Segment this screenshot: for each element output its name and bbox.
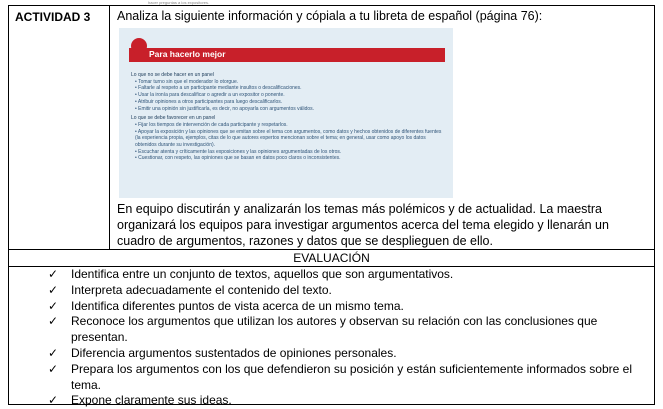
image-section1-heading: Lo que no se debe hacer en un panel [131, 72, 214, 78]
image-list-item: • Atribuir opiniones a otros participantes para luego descalificarlos. [131, 99, 447, 106]
evaluation-list [9, 267, 654, 409]
evaluation-item [9, 393, 654, 409]
evaluation-header-row [9, 250, 654, 267]
evaluation-item-text: Interpreta adecuadamente el contenido del texto. [71, 282, 332, 297]
image-content [131, 72, 447, 162]
evaluation-item-text: Identifica diferentes puntos de vista acerca de un mismo tema. [71, 298, 404, 313]
evaluation-item [9, 346, 654, 362]
evaluation-item-text: Prepara los argumentos con los que defendieron su posición y están suficientemente informados sobre el tema. [71, 361, 632, 392]
top-fragment: hacer preguntas a los expositores. [148, 0, 210, 5]
checkmark-icon: ✓ [48, 267, 59, 281]
checkmark-icon: ✓ [48, 393, 59, 408]
evaluation-item-text: Expone claramente sus ideas. [71, 393, 232, 408]
evaluation-item [9, 283, 654, 299]
activity-table [8, 5, 655, 408]
evaluation-item [9, 362, 654, 394]
checkmark-icon: ✓ [48, 345, 59, 360]
evaluation-item [9, 267, 654, 283]
checkmark-icon: ✓ [48, 282, 59, 297]
evaluation-item-text: Reconoce los argumentos que utilizan los autores y observan su relación con las conclusiones que presentan. [71, 314, 598, 345]
checkmark-icon: ✓ [48, 361, 59, 376]
evaluation-item [9, 299, 654, 315]
image-list-item: • Tomar turno sin que el moderador lo otorgue. [131, 79, 447, 86]
image-list-item: • Cuestionar, con respeto, las opiniones que se basan en datos poco claros o inconsistentes. [131, 155, 447, 162]
activity-instruction: Analiza la siguiente información y cópiala a tu libreta de español (página 76): [117, 9, 543, 23]
activity-label: ACTIVIDAD 3 [15, 10, 91, 24]
activity-row [9, 6, 654, 250]
evaluation-title: EVALUACIÓN [293, 251, 370, 265]
image-section2-heading: Lo que se debe favorecer en un panel [131, 115, 216, 122]
image-list-item: • Emitir una opinión sin justificarla, es decir, no apoyarla con argumentos válidos. [131, 106, 447, 113]
image-header [129, 40, 449, 58]
textbook-image [119, 28, 453, 198]
evaluation-item [9, 314, 654, 346]
image-title: Para hacerlo mejor [149, 49, 226, 59]
image-list-item: • Apoyar la exposición y las opiniones que se emitan sobre el tema con argumentos, como datos y hechos obtenidos de diferentes fuentes (la experiencia propia, ejemplos, citas de lo que autores expertos mencionan sobre el tema; en general, usar como apoyo los datos obtenidos durante su investigación). [131, 129, 447, 149]
image-list-item: • Escuchar atenta y críticamente las exposiciones y las opiniones argumentadas de los otros. [131, 149, 447, 156]
image-list-item: • Usar la ironía para descalificar o agredir a un expositor o ponente. [131, 92, 447, 99]
evaluation-item-text: Identifica entre un conjunto de textos, aquellos que son argumentativos. [71, 267, 454, 281]
checkmark-icon: ✓ [48, 314, 59, 329]
activity-label-cell [9, 6, 110, 249]
evaluation-item-text: Diferencia argumentos sustentados de opiniones personales. [71, 345, 397, 360]
bulb-icon [131, 38, 147, 54]
image-list-item: • Fijar los tiempos de intervención de cada participante y respetarlos. [131, 122, 447, 129]
image-list-item: • Faltarle al respeto a un participante mediante insultos o descalificaciones. [131, 85, 447, 92]
checkmark-icon: ✓ [48, 298, 59, 313]
activity-paragraph: En equipo discutirán y analizarán los temas más polémicos y de actualidad. La maestra organizará los equipos para investigar argumentos acerca del tema elegido y llenarán un cuadro de argumentos, razones y datos que se desplieguen de ello. [117, 202, 609, 248]
